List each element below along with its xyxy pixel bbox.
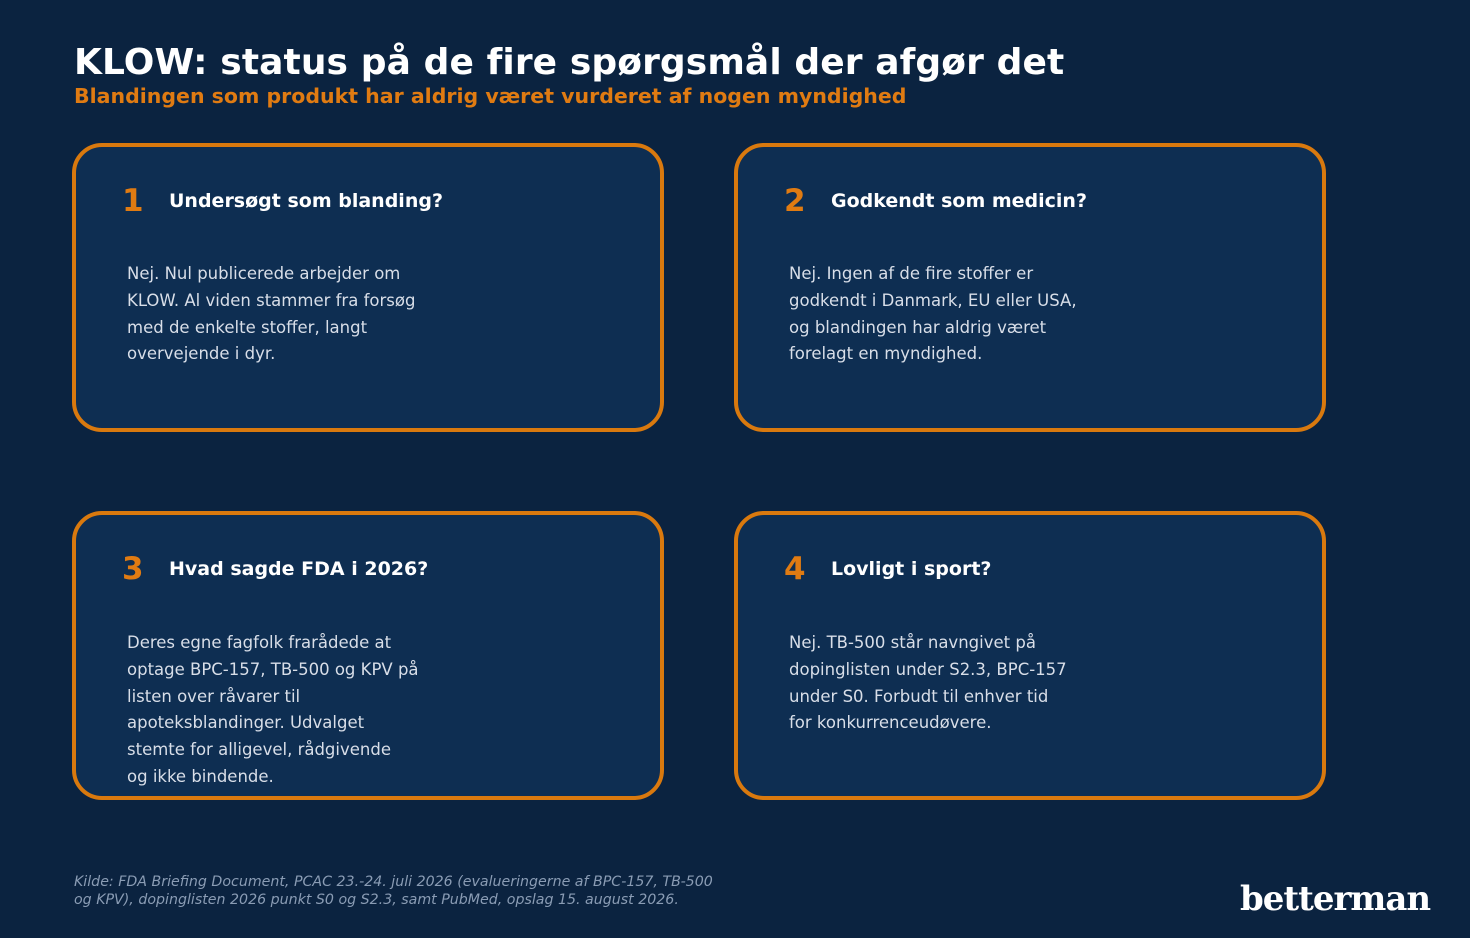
card-body-line: listen over råvarer til — [127, 686, 301, 706]
page-title: KLOW: status på de fire spørgsmål der afgør det — [74, 42, 1065, 83]
card-body-line: Deres egne fagfolk frarådede at — [127, 633, 392, 652]
card-body-line: overvejende i dyr. — [127, 344, 276, 364]
source-note — [74, 873, 713, 909]
card-4 — [734, 511, 1326, 800]
card-heading: Lovligt i sport? — [831, 558, 992, 580]
card-number: 3 — [122, 551, 144, 587]
card-body — [789, 630, 1129, 737]
card-body — [789, 261, 1129, 368]
card-body-line: under S0. Forbudt til enhver tid — [789, 686, 1049, 706]
card-number: 2 — [784, 183, 806, 219]
card-body-line: apoteksblandinger. Udvalget — [127, 713, 365, 733]
card-body — [127, 630, 467, 791]
card-number: 1 — [122, 183, 144, 219]
source-line: Kilde: FDA Briefing Document, PCAC 23.-24. juli 2026 (evalueringerne af BPC-157, TB-500 — [74, 874, 713, 890]
card-heading: Undersøgt som blanding? — [169, 190, 443, 212]
card-body-line: og ikke bindende. — [127, 766, 274, 786]
card-body-line: stemte for alligevel, rådgivende — [127, 740, 391, 760]
source-line: og KPV), dopinglisten 2026 punkt S0 og S2.3, samt PubMed, opslag 15. august 2026. — [74, 892, 679, 908]
card-body-line: og blandingen har aldrig været — [789, 317, 1047, 337]
card-2 — [734, 143, 1326, 432]
card-1 — [72, 143, 664, 432]
card-body-line: dopinglisten under S2.3, BPC-157 — [789, 659, 1067, 679]
card-heading: Godkendt som medicin? — [831, 190, 1087, 212]
card-body-line: for konkurrenceudøvere. — [789, 713, 992, 733]
card-heading: Hvad sagde FDA i 2026? — [169, 558, 429, 580]
page-subtitle: Blandingen som produkt har aldrig været vurderet af nogen myndighed — [74, 84, 907, 108]
card-body — [127, 261, 467, 368]
card-body-line: Nej. Nul publicerede arbejder om — [127, 264, 401, 283]
card-body-line: forelagt en myndighed. — [789, 344, 983, 364]
card-body-line: Nej. Ingen af de fire stoffer er — [789, 264, 1034, 283]
card-body-line: KLOW. Al viden stammer fra forsøg — [127, 290, 416, 310]
card-3 — [72, 511, 664, 800]
card-body-line: Nej. TB-500 står navngivet på — [789, 633, 1036, 652]
brand-logo: betterman — [1240, 879, 1431, 919]
card-number: 4 — [784, 551, 806, 587]
card-body-line: godkendt i Danmark, EU eller USA, — [789, 290, 1077, 310]
card-body-line: optage BPC-157, TB-500 og KPV på — [127, 659, 419, 679]
card-body-line: med de enkelte stoffer, langt — [127, 317, 368, 337]
